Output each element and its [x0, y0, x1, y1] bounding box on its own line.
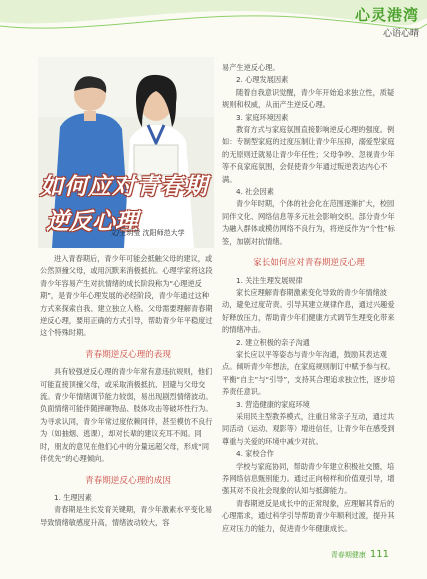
subheading-family: 3. 家庭环境因素: [236, 112, 289, 122]
section-heading-symptoms: 青春期逆反心理的表现: [85, 349, 171, 360]
author-byline: 文/王玥莹 沈阳师范大学: [110, 229, 185, 237]
social-paragraph: 青少年时期，个体的社会化在范围逐渐扩大，校园同伴文化、网络信息等多元社会影响交织。部分青少年为融入群体或模仿网络不良行为，将逆反作为“个性”标签，加剧对抗情绪。: [222, 199, 395, 246]
subheading-psychological: 2. 心理发展因素: [236, 75, 289, 85]
left-column: [40, 253, 216, 529]
coping-2-paragraph: 家长应以平等姿态与青少年沟通，鼓励其表达观点。倾听青少年想法，在家庭规则制订中赋予参与权。平衡“自主”与“引导”，支持其合理追求独立性，逐步培养责任意识。: [222, 349, 396, 397]
page-footer: [331, 549, 389, 560]
subheading-coping-1: 1. 关注生理发展规律: [236, 275, 303, 285]
right-column: [222, 62, 396, 535]
title-line-2: 逆反心理: [46, 208, 138, 235]
intro-paragraph: 进入青春期后，青少年可能会抵触父母的建议，或公然顶撞父母，或用沉默来消极抵抗。心理学家将这段青少年容易产生对抗情绪的成长阶段称为“心理逆反期”，是青少年心理发展的必经阶段，青少年通过这种方式来探索自我、建立独立人格。父母需要理解青春期逆反心理，要用正确的方式引导，帮助青少年平稳度过这个特殊时期。: [40, 254, 213, 338]
coping-1-paragraph: 家长应理解青春期激素变化导致的青少年情绪波动，避免过度苛责。引导其建立规律作息，通过兴趣爱好释放压力，帮助青少年们健康方式调节生理变化带来的情绪冲击。: [222, 287, 395, 335]
subheading-coping-3: 3. 营造健康的家庭环境: [236, 399, 310, 409]
psychological-paragraph: 随着自我意识觉醒，青少年开始追求独立性，质疑规则和权威，从而产生逆反心理。: [222, 87, 395, 110]
subcategory-title: 心语心晴: [382, 29, 419, 39]
subheading-coping-2: 2. 建立积极的亲子沟通: [236, 337, 310, 347]
subheading-coping-4: 4. 家校合作: [236, 449, 274, 459]
section-heading-causes: 青春期逆反心理的成因: [85, 475, 171, 486]
article-title: [40, 168, 214, 236]
physiological-paragraph: 青春期是生长发育关键期，青少年激素水平变化易导致情绪敏感度升高，情绪波动较大，容: [40, 505, 213, 527]
magazine-name: 青春期健康: [330, 551, 366, 559]
category-title: 心灵港湾: [354, 6, 419, 24]
coping-4-paragraph: 学校与家庭协同，帮助青少年建立积极社交圈，培养网络信息甄别能力。通过正向榜样和价值观引导，增强其对不良社会现象的认知与抵御能力。: [222, 461, 395, 496]
continued-paragraph: 易产生逆反心理。: [222, 63, 280, 72]
closing-paragraph: 青春期逆反是成长中的正常现象，应理解其背后的心理需求，通过科学引导帮助青少年顺利过渡，提升其应对压力的能力，促进青少年健康成长。: [222, 498, 395, 533]
section-heading-coping: 家长如何应对青春期逆反心理: [253, 258, 365, 269]
section-header: [355, 4, 419, 39]
subheading-social: 4. 社会因素: [236, 187, 274, 197]
symptoms-paragraph: 具有较强逆反心理的青少年常有意违抗规则，他们可能直接顶撞父母，或采取消极抵抗、回避与父母交流。青少年情绪调节能力较弱，易出现剧烈情绪波动。负面情绪可能伴随摔砸物品、肢体攻击等破坏性行为。为寻求认同，青少年常过度依赖同伴，甚至模仿不良行为（如抽烟、逃课），却对长辈的建议充耳不闻。同时，朋友的意见在他们心中的分量远超父母，形成“同伴优先”的心理倾向。: [40, 367, 213, 464]
coping-3-paragraph: 采用民主型教养模式，注重日常亲子互动，通过共同活动（运动、观影等）增进信任，让青少年在感受到尊重与关爱的环境中减少对抗。: [222, 411, 395, 446]
page-number: 111: [369, 549, 389, 560]
title-line-1: 如何应对青春期: [40, 173, 208, 200]
family-paragraph: 教育方式与家庭氛围直接影响逆反心理的强度。例如：专制型家庭的过度压制让青少年压抑，溺爱型家庭的无原则迁就易让青少年任性；父母争吵、忽视青少年等不良家庭氛围，会促使青少年通过叛逆表达内心不满。: [222, 125, 395, 184]
subheading-physiological: 1. 生理因素: [54, 492, 92, 502]
